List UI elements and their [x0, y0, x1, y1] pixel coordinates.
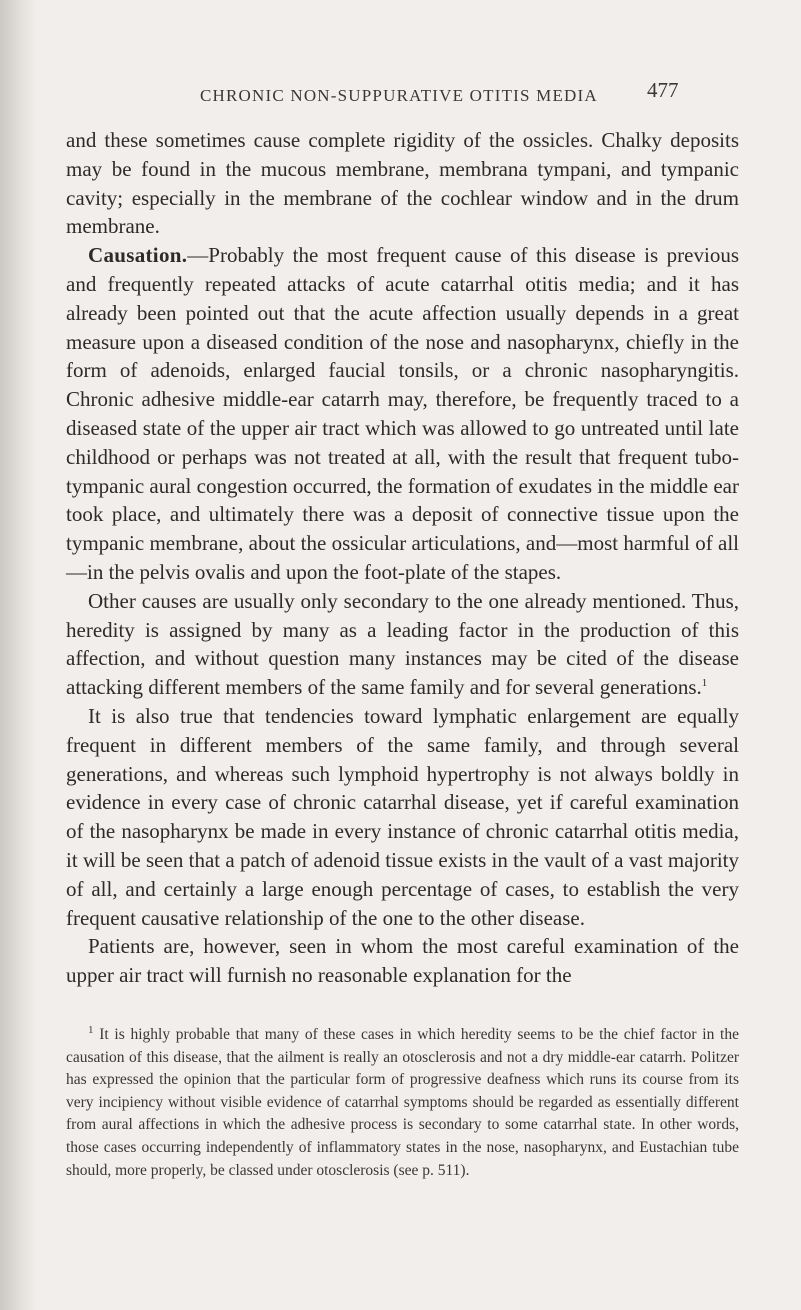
paragraph-causation [66, 241, 739, 587]
paragraph-lymphatic: It is also true that tendencies toward lymphatic enlargement are equally frequent in different members of the same family, and through several generations, and whereas such lymphoid hypertrophy is not always boldly in evidence in every case of chronic catarrhal disease, yet if careful examination of the nasopharynx be made in every instance of chronic catarrhal otitis media, it will be seen that a patch of adenoid tissue exists in the vault of a vast majority of all, and certainly a large enough percentage of cases, to establish the very frequent causative relationship of the one to the other disease. [66, 703, 739, 930]
footnote-text: It is highly probable that many of these cases in which heredity seems to be the chief factor in the causation of this disease, that the ailment is really an otosclerosis and not a dry middle-ear catarrh. Politzer has expressed the opinion that the particular form of progressive deafness which runs its course from its very incipiency without visible evidence of catarrhal symptoms should be regarded as essentially different from aural affections in which the adhesive process is secondary to some catarrhal state. In other words, those cases occurring independently of inflammatory states in the nose, nasopharynx, and Eustachian tube should, more properly, be classed under otosclerosis (see p. 511). [66, 1026, 739, 1179]
paragraph-other-causes [66, 587, 739, 702]
page-number: 477 [647, 78, 679, 102]
page-gutter-shadow [0, 0, 36, 1310]
causation-heading: Causation. [88, 243, 188, 268]
footnote-marker: 1 [88, 1023, 94, 1036]
paragraph-patients: Patients are, however, seen in whom the most careful examination of the upper air tract will furnish no reasonable explanation for the [66, 934, 739, 988]
footnote-reference[interactable]: 1 [701, 677, 708, 690]
other-causes-text: Other causes are usually only secondary to the one already mentioned. Thus, heredity is assigned by many as a leading factor in the production of this affection, and without question many instances may be cited of the disease attacking different members of the same family and for several generations. [66, 588, 739, 700]
running-head: CHRONIC NON-SUPPURATIVE OTITIS MEDIA [200, 86, 598, 105]
paragraph-continuation: and these sometimes cause complete rigidity of the ossicles. Chalky deposits may be found in the mucous membrane, membrana tympani, and tympanic cavity; especially in the membrane of the cochlear window and in the drum membrane. [66, 128, 739, 239]
footnote [66, 1024, 739, 1182]
main-text [66, 126, 739, 990]
causation-text: —Probably the most frequent cause of this disease is previous and frequently repeated attacks of acute catarrhal otitis media; and it has already been pointed out that the acute affection usually depends in a great measure upon a diseased condition of the nose and nasopharynx, chiefly in the form of adenoids, enlarged faucial tonsils, or a chronic nasopharyngitis. Chronic adhesive middle-ear catarrh may, therefore, be frequently traced to a diseased state of the upper air tract which was allowed to go untreated until late childhood or perhaps was not treated at all, with the result that frequent tubo-tympanic aural congestion occurred, the formation of exudates in the middle ear took place, and ultimately there was a deposit of connective tissue upon the tympanic membrane, about the ossicular articulations, and—most harmful of all—in the pelvis ovalis and upon the foot-plate of the stapes. [66, 243, 739, 584]
